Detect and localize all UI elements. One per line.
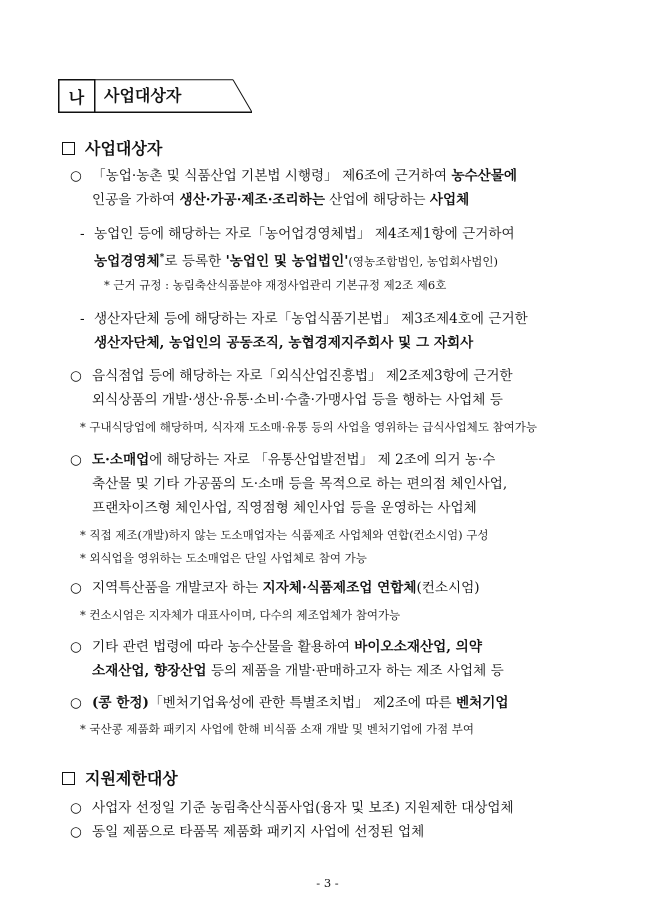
- item2-line1: ○ 음식점업 등에 해당하는 자로「외식산업진흥법」 제2조제3항에 근거한: [70, 368, 513, 384]
- item4-line1: ○ 지역특산품을 개발코자 하는 지자체·식품제조업 연합체(컨소시엄): [70, 580, 480, 596]
- note-consortium: * 직접 제조(개발)하지 않는 도소매업자는 식품제조 사업체와 연합(컨소시엄) 구성: [80, 528, 489, 542]
- circle-bullet: ○: [70, 368, 82, 384]
- section-title-restricted: 지원제한대상: [62, 766, 178, 789]
- circle-bullet: ○: [70, 824, 82, 840]
- header-title: 사업대상자: [104, 86, 182, 105]
- circle-bullet: ○: [70, 639, 82, 655]
- item3-line1: ○ 도·소매업에 해당하는 자로 「유통산업발전법」 제 2조에 의거 농·수: [70, 452, 496, 468]
- circle-bullet: ○: [70, 695, 82, 711]
- circle-bullet: ○: [70, 580, 82, 596]
- item1-line2: 인공을 가하여 생산·가공·제조·조리하는 산업에 해당하는 사업체: [92, 192, 470, 208]
- note-single-entity: * 외식업을 영위하는 도소매업은 단일 사업체로 참여 가능: [80, 551, 367, 565]
- item6-line1: ○ (콩 한정)「벤처기업육성에 관한 특별조치법」 제2조에 따른 벤처기업: [70, 695, 509, 711]
- square-bullet-icon: [62, 142, 75, 155]
- note-soybean: * 국산콩 제품화 패키지 사업에 한해 비식품 소재 개발 및 벤처기업에 가점 부여: [80, 722, 474, 736]
- item5-line1: ○ 기타 관련 법령에 따라 농수산물을 활용하여 바이오소재산업, 의약: [70, 639, 482, 655]
- item3-line2: 축산물 및 기타 가공품의 도·소매 등을 목적으로 하는 편의점 체인사업,: [92, 476, 508, 492]
- dash-bullet: -: [80, 311, 85, 327]
- circle-bullet: ○: [70, 800, 82, 816]
- restricted-item-1: ○ 사업자 선정일 기준 농림축산식품사업(융자 및 보조) 지원제한 대상업체: [70, 800, 514, 816]
- item1-sub2-line2: 생산자단체, 농업인의 공동조직, 농협경제지주회사 및 그 자회사: [94, 335, 474, 351]
- item1-sub1-line2: 농업경영체*로 등록한 '농업인 및 농업법인'(영농조합법인, 농업회사법인): [94, 253, 498, 270]
- header-letter: 나: [68, 87, 85, 107]
- item5-line2: 소재산업, 향장산업 등의 제품을 개발·판매하고자 하는 제조 사업체 등: [92, 663, 504, 679]
- square-bullet-icon: [62, 772, 75, 785]
- note-consortium-lead: * 컨소시엄은 지자체가 대표사이며, 다수의 제조업체가 참여가능: [80, 608, 401, 622]
- dash-bullet: -: [80, 226, 85, 242]
- item3-line3: 프랜차이즈형 체인사업, 직영점형 체인사업 등을 운영하는 사업체: [92, 500, 477, 516]
- item2-line2: 외식상품의 개발·생산·유통·소비·수출·가맹사업 등을 행하는 사업체 등: [92, 392, 503, 408]
- note-legal-basis: * 근거 규정 : 농림축산식품분야 재정사업관리 기본규정 제2조 제6호: [104, 278, 447, 292]
- page-number: - 3 -: [316, 876, 339, 890]
- item1-sub1-line1: - 농업인 등에 해당하는 자로「농어업경영체법」 제4조제1항에 근거하여: [80, 226, 515, 242]
- note-cafeteria: * 구내식당업에 해당하며, 식자재 도소매·유통 등의 사업을 영위하는 급식사업체도 참여가능: [80, 420, 537, 434]
- section-header: [58, 79, 252, 113]
- circle-bullet: ○: [70, 452, 82, 468]
- section-title-eligible: 사업대상자: [62, 136, 162, 159]
- item1-line1: ○ 「농업·농촌 및 식품산업 기본법 시행령」 제6조에 근거하여 농수산물에: [70, 168, 517, 184]
- circle-bullet: ○: [70, 168, 82, 184]
- item1-sub2-line1: - 생산자단체 등에 해당하는 자로「농업식품기본법」 제3조제4호에 근거한: [80, 311, 528, 327]
- restricted-item-2: ○ 동일 제품으로 타품목 제품화 패키지 사업에 선정된 업체: [70, 824, 425, 840]
